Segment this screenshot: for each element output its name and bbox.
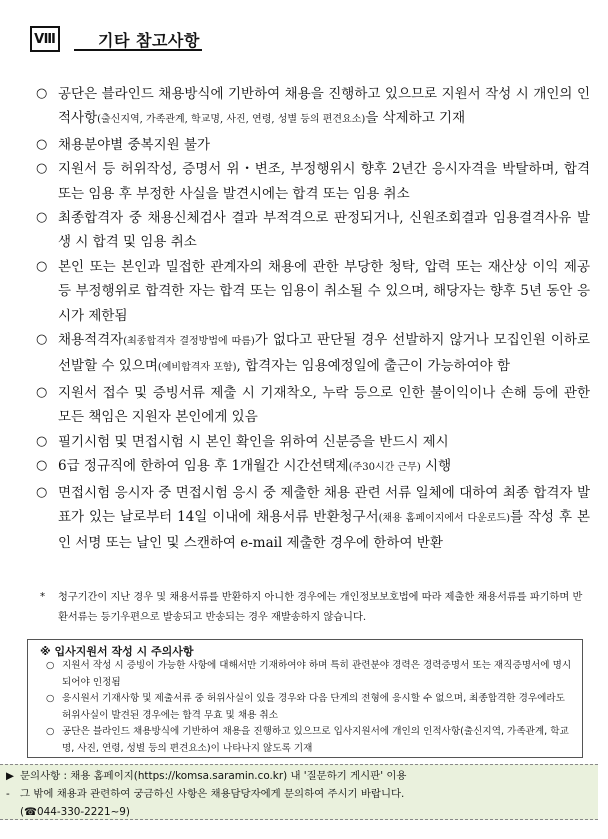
circle-bullet-icon: ○ <box>46 660 55 671</box>
item-parenthetical: (출신지역, 가족관계, 학교명, 사진, 연령, 성별 등의 편견요소) <box>97 114 366 126</box>
item-text: 지원서 등 허위작성, 증명서 위・변조, 부정행위시 향후 2년간 응시자격을 박탈하며, 합격 또는 임용 후 부정한 사실을 발견시에는 합격 또는 임용 취소 <box>58 161 590 202</box>
reference-item <box>36 157 590 206</box>
item-text: 를 작성 후 본인 서명 또는 날인 및 스캔하여 e-mail 제출한 경우에 한하여 반환 <box>58 508 590 552</box>
reference-item <box>36 481 590 556</box>
item-text: 채용분야별 중복지원 불가 <box>58 136 211 153</box>
contact-extra-text: 그 밖에 채용과 관련하여 궁금하신 사항은 채용담당자에게 문의하여 주시기 바랍니다. <box>20 788 405 800</box>
circle-bullet-icon: ○ <box>46 693 55 705</box>
caution-title: ※ 입사지원서 작성 시 주의사항 <box>40 645 194 658</box>
contact-line-2 <box>6 785 404 803</box>
circle-bullet-icon: ○ <box>36 86 48 101</box>
caution-item-text: 지원서 작성 시 증빙이 가능한 사항에 대해서만 기재하여야 하며 특히 관련분야 경력은 경력증명서 또는 재직증명서에 명시되어야 인정됨 <box>62 660 572 688</box>
circle-bullet-icon: ○ <box>36 210 48 226</box>
note-marker: * <box>40 592 46 603</box>
circle-bullet-icon: ○ <box>46 726 55 738</box>
item-text: 을 삭제하고 기재 <box>365 110 466 127</box>
caution-item-text: 공단은 블라인드 채용방식에 기반하여 채용을 진행하고 있으므로 입사지원서에 개인의 인적사항(출신지역, 가족관계, 학교명, 사진, 연령, 성별 등의 편견요소)이 나타나지 않도록 기재 <box>62 726 569 754</box>
reference-item <box>36 381 590 430</box>
caution-items-list <box>46 658 576 758</box>
reference-item <box>36 255 590 328</box>
caution-item <box>46 724 576 757</box>
section-title: 기타 참고사항 <box>98 30 200 50</box>
reference-item <box>36 206 590 255</box>
item-parenthetical: (주30시간 근무) <box>348 462 421 474</box>
item-parenthetical: (예비합격자 포함) <box>157 362 237 374</box>
circle-bullet-icon: ○ <box>36 433 48 449</box>
title-underline <box>74 49 202 51</box>
item-text: 시행 <box>420 458 452 475</box>
circle-bullet-icon: ○ <box>36 136 48 152</box>
item-text: 6급 정규직에 한하여 임용 후 1개월간 시간선택제 <box>58 458 349 475</box>
dash-marker: - <box>6 788 10 800</box>
item-text: 면접시험 응시자 중 면접시험 응시 중 제출한 채용 관련 서류 일체에 대하여 최종 합격자 발표가 있는 날로부터 14일 이내에 채용서류 반환청구서 <box>58 484 590 525</box>
circle-bullet-icon: ○ <box>36 332 48 348</box>
arrow-icon: ▶ <box>6 770 14 782</box>
return-note <box>40 588 590 628</box>
item-parenthetical: (채용 홈페이지에서 다운로드) <box>378 512 510 524</box>
contact-box <box>0 764 598 820</box>
application-caution-box <box>27 639 583 758</box>
item-text: 본인 또는 본인과 밀접한 관계자의 채용에 관한 부당한 청탁, 압력 또는 재산상 이익 제공 등 부정행위로 합격한 자는 합격 또는 임용이 취소될 수 있으며, 해당자는 향후 5년 동안 응시가 제한됨 <box>58 258 590 324</box>
circle-bullet-icon: ○ <box>36 258 48 274</box>
item-text: 가 없다고 판단될 경우 선발하지 않거나 모집인원 이하로 선발할 수 있으며 <box>58 332 590 375</box>
note-text: 청구기간이 지난 경우 및 채용서류를 반환하지 아니한 경우에는 개인정보보호법에 따라 제출한 채용서류를 파기하며 반환서류는 등기우편으로 발송되고 반송되는 경우 재발송하지 않습니다. <box>58 592 583 623</box>
reference-item <box>36 82 590 133</box>
caution-item <box>46 691 576 724</box>
contact-phone: (☎044-330-2221∼9) <box>20 806 130 818</box>
item-text: 필기시험 및 면접시험 시 본인 확인을 위하여 신분증을 반드시 제시 <box>58 433 449 450</box>
item-text: 채용적격자 <box>58 332 124 349</box>
item-parenthetical: (최종합격자 결정방법에 따름) <box>123 336 255 348</box>
contact-inquiry-text: 문의사항 : 채용 홈페이지(https://komsa.saramin.co.kr) 내 '질문하기 게시판' 이용 <box>20 770 407 782</box>
item-text: 지원서 접수 및 증빙서류 제출 시 기재착오, 누락 등으로 인한 불이익이나 손해 등에 관한 모든 책임은 지원자 본인에게 있음 <box>58 384 590 426</box>
section-number-box: Ⅷ <box>30 26 60 52</box>
item-text: , 합격자는 임용예정일에 출근이 가능하여야 함 <box>236 358 511 375</box>
contact-line-1 <box>6 767 406 785</box>
reference-item <box>36 133 590 157</box>
caution-item-text: 응시원서 기재사항 및 제출서류 중 허위사실이 있을 경우와 다음 단계의 전형에 응시할 수 없으며, 최종합격한 경우에라도 허위사실이 발견된 경우에는 합격 무효 및 채용 취소 <box>62 693 565 721</box>
circle-bullet-icon: ○ <box>36 384 48 400</box>
circle-bullet-icon: ○ <box>36 484 48 500</box>
reference-item <box>36 454 590 480</box>
circle-bullet-icon: ○ <box>36 161 48 177</box>
item-text: 공단은 블라인드 채용방식에 기반하여 채용을 진행하고 있으므로 지원서 작성 시 개인의 인적사항 <box>58 86 590 127</box>
caution-item <box>46 658 576 691</box>
reference-item <box>36 328 590 381</box>
item-text: 최종합격자 중 채용신체검사 결과 부적격으로 판정되거나, 신원조회결과 임용결격사유 발생 시 합격 및 임용 취소 <box>58 210 590 251</box>
reference-item <box>36 430 590 454</box>
circle-bullet-icon: ○ <box>36 458 48 474</box>
reference-items-list <box>36 82 590 556</box>
